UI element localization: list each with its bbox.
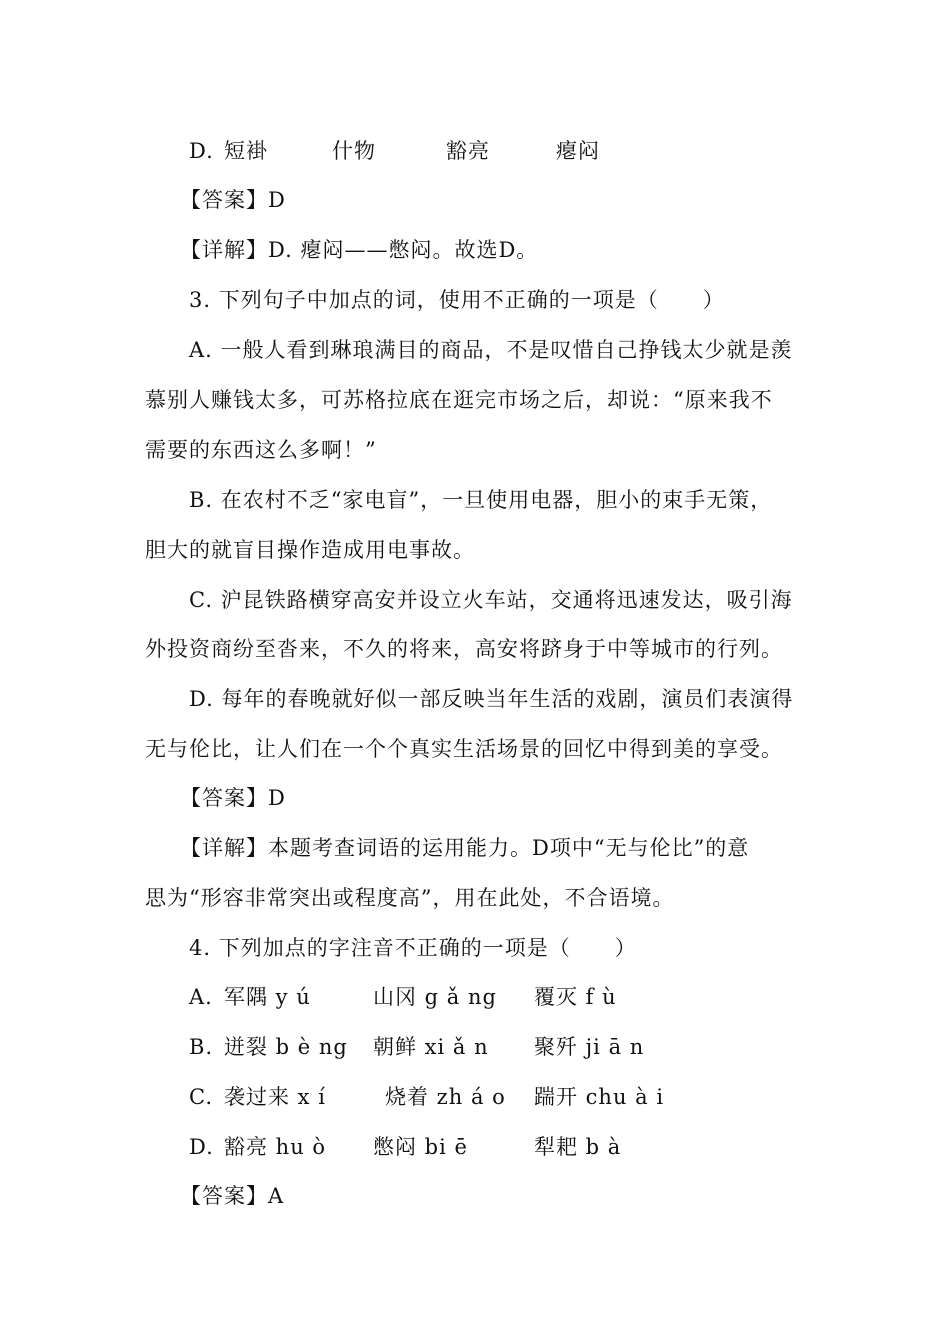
option-label: A. xyxy=(189,985,213,1009)
q3-answer: 【答案】D xyxy=(180,786,286,810)
option-item: 山冈 g ǎ ng xyxy=(373,985,497,1009)
option-item: 朝鲜 xi ǎ n xyxy=(373,1035,489,1059)
option-item: 迸裂 b è ng xyxy=(224,1035,348,1059)
option-item: 覆灭 f ù xyxy=(534,985,617,1009)
option-label: D. xyxy=(189,1135,214,1159)
q3-option-b-line1: B. 在农村不乏“家电盲”，一旦使用电器，胆小的束手无策， xyxy=(189,488,773,512)
q3-explanation-line1: 【详解】本题考查词语的运用能力。D项中“无与伦比”的意 xyxy=(180,836,750,860)
q4-stem: 4. 下列加点的字注音不正确的一项是（ ） xyxy=(189,936,637,960)
q3-option-c-line2: 外投资商纷至沓来，不久的将来，高安将跻身于中等城市的行列。 xyxy=(145,637,783,661)
option-item: 军隅 y ú xyxy=(224,985,311,1009)
option-item: 瘪闷 xyxy=(556,139,600,163)
q3-option-b-line2: 胆大的就盲目操作造成用电事故。 xyxy=(145,538,475,562)
option-label: C. xyxy=(189,1085,213,1109)
q2-explanation: 【详解】D. 瘪闷——憋闷。故选D。 xyxy=(180,238,539,262)
option-label: B. xyxy=(189,1035,214,1059)
q2-answer: 【答案】D xyxy=(180,188,286,212)
option-item: 豁亮 xyxy=(446,139,490,163)
q3-option-d-line1: D. 每年的春晚就好似一部反映当年生活的戏剧，演员们表演得 xyxy=(189,687,794,711)
option-item: 踹开 chu à i xyxy=(534,1085,665,1109)
q3-option-a-line2: 慕别人赚钱太多，可苏格拉底在逛完市场之后，却说：“原来我不 xyxy=(145,388,773,412)
option-item: 憋闷 bi ē xyxy=(373,1135,468,1159)
option-item: 犁耙 b à xyxy=(534,1135,622,1159)
option-item: 聚歼 ji ā n xyxy=(534,1035,645,1059)
option-item: 短褂 xyxy=(224,139,268,163)
q3-explanation-line2: 思为“形容非常突出或程度高”，用在此处，不合语境。 xyxy=(145,886,675,910)
q3-option-d-line2: 无与伦比，让人们在一个个真实生活场景的回忆中得到美的享受。 xyxy=(145,737,783,761)
option-item: 豁亮 hu ò xyxy=(224,1135,327,1159)
q3-stem: 3. 下列句子中加点的词，使用不正确的一项是（ ） xyxy=(189,288,725,312)
option-item: 烧着 zh á o xyxy=(385,1085,506,1109)
q4-answer: 【答案】A xyxy=(180,1184,285,1208)
option-item: 袭过来 x í xyxy=(224,1085,326,1109)
q3-option-c-line1: C. 沪昆铁路横穿高安并设立火车站，交通将迅速发达，吸引海 xyxy=(189,588,793,612)
option-item: 什物 xyxy=(332,139,376,163)
q3-option-a-line3: 需要的东西这么多啊！” xyxy=(145,438,377,462)
option-label: D. xyxy=(189,139,214,163)
q3-option-a-line1: A. 一般人看到琳琅满目的商品，不是叹惜自己挣钱太少就是羡 xyxy=(189,338,793,362)
